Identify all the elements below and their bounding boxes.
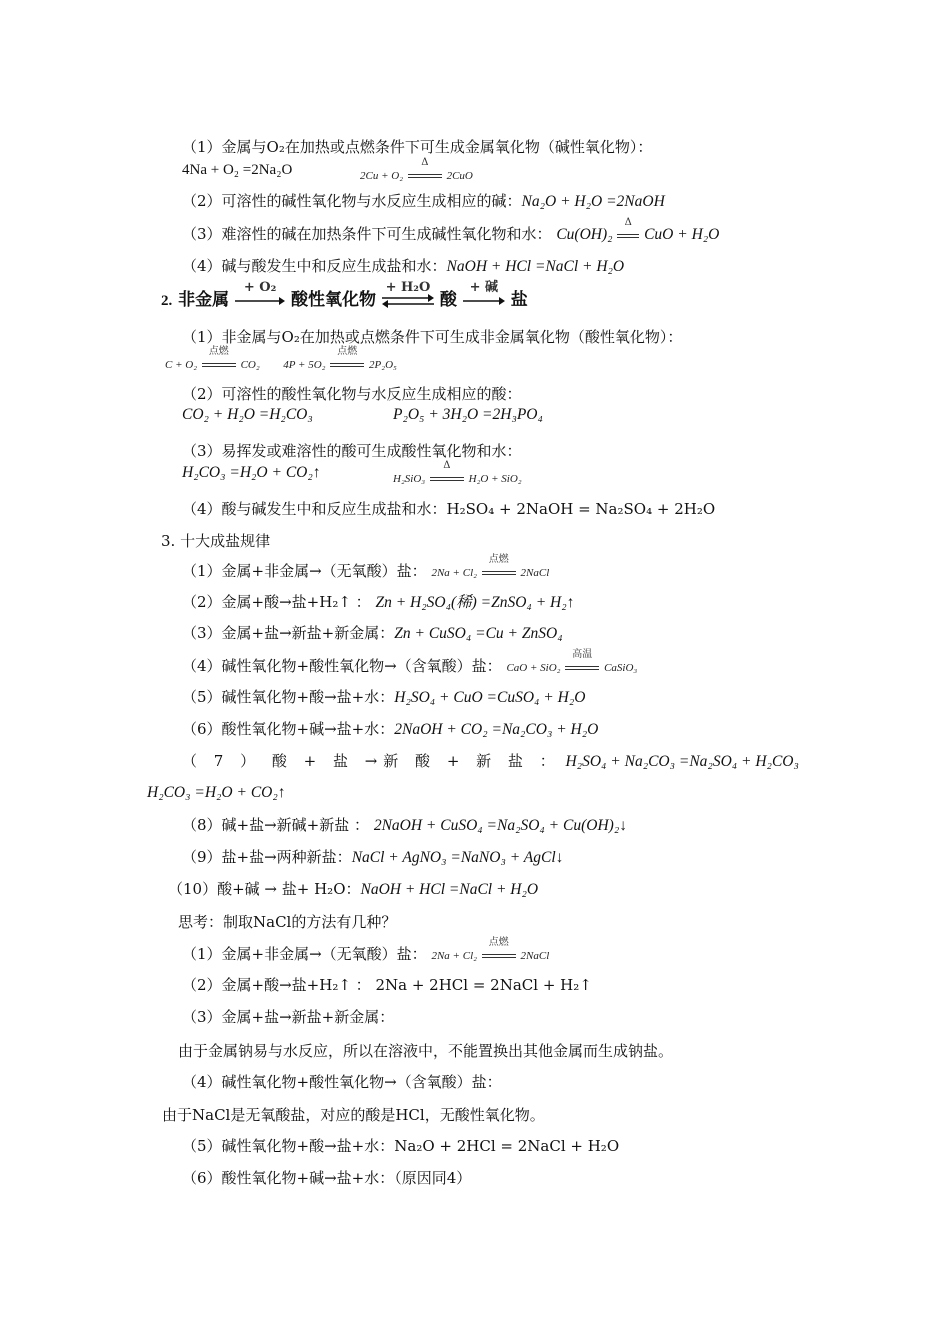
- s2-p3: （3）易挥发或难溶性的酸可生成酸性氧化物和水：: [182, 442, 522, 460]
- think-t3-note: 由于金属钠易与水反应，所以在溶液中，不能置换出其他金属而生成钠盐。: [178, 1042, 674, 1060]
- think-question: 思考：制取NaCl的方法有几种？: [178, 913, 397, 931]
- s1-p1-eq2: 2Cu + O₂ Δ 2CuO: [360, 157, 473, 182]
- s3-r9: （9）盐+盐→两种新盐：NaCl + AgNO₃ =NaNO₃ + AgCl↓: [182, 848, 564, 866]
- s1-p4: （4）碱与酸发生中和反应生成盐和水：NaOH + HCl =NaCl + H₂O: [182, 257, 625, 275]
- s2-p4: （4）酸与碱发生中和反应生成盐和水：H₂SO₄ + 2NaOH = Na₂SO₄ + 2H₂O: [182, 500, 716, 518]
- s3-r5: （5）碱性氧化物+酸→盐+水：H₂SO₄ + CuO =CuSO₄ + H₂O: [182, 688, 586, 706]
- s3-title: 3. 十大成盐规律: [161, 532, 271, 550]
- arrow-o2: + O₂: [235, 288, 285, 314]
- s2-p1: （1）非金属与O₂在加热或点燃条件下可生成非金属氧化物（酸性氧化物）：: [182, 328, 683, 346]
- s1-p3: （3）难溶性的碱在加热条件下可生成碱性氧化物和水： Cu(OH)₂ Δ CuO + H₂O: [182, 217, 720, 243]
- node-salt: 盐: [510, 290, 528, 310]
- s3-r1: （1）金属+非金属→（无氧酸）盐： 2Na + Cl₂ 点燃 2NaCl: [182, 554, 550, 580]
- node-acid: 酸: [439, 290, 457, 310]
- think-t6: （6）酸性氧化物+碱→盐+水：（原因同4）: [182, 1169, 472, 1187]
- node-nonmetal: 非金属: [178, 290, 230, 310]
- think-t4-note: 由于NaCl是无氧酸盐，对应的酸是HCl，无酸性氧化物。: [162, 1106, 545, 1124]
- think-t2: （2）金属+酸→盐+H₂↑ ： 2Na + 2HCl = 2NaCl + H₂↑: [182, 976, 592, 994]
- s2-p1-eqs: C + O₂ 点燃 CO₂ 4P + 5O₂ 点燃 2P₂O₅: [165, 346, 397, 371]
- s3-r6: （6）酸性氧化物+碱→盐+水：2NaOH + CO₂ =Na₂CO₃ + H₂O: [182, 720, 599, 738]
- s2-p2: （2）可溶性的酸性氧化物与水反应生成相应的酸：: [182, 385, 522, 403]
- s2-p2-eq1: CO₂ + H₂O =H₂CO₃: [182, 406, 313, 423]
- s1-p4-eq: NaOH + HCl =NaCl + H₂O: [446, 258, 625, 275]
- s1-p1: （1）金属与O₂在加热或点燃条件下可生成金属氧化物（碱性氧化物）：: [182, 138, 653, 156]
- s1-p2: （2）可溶性的碱性氧化物与水反应生成相应的碱：Na₂O + H₂O =2NaOH: [182, 192, 665, 210]
- s2-header: 2. 非金属 + O₂ 酸性氧化物 + H₂O 酸 + 碱 盐: [161, 287, 528, 314]
- s2-p2-eq2: P₂O₅ + 3H₂O =2H₃PO₄: [393, 406, 543, 423]
- arrow-base: + 碱: [463, 288, 505, 314]
- s3-r4: （4）碱性氧化物+酸性氧化物→（含氧酸）盐： CaO + SiO₂ 高温 CaSiO₃: [182, 649, 638, 675]
- think-t3: （3）金属+盐→新盐+新金属：: [182, 1008, 395, 1026]
- s3-r2: （2）金属+酸→盐+H₂↑ ： Zn + H₂SO₄(稀) =ZnSO₄ + H₂↑: [182, 593, 575, 611]
- s3-r7: （ 7 ） 酸 + 盐 →新 酸 + 新 盐 ： H₂SO₄ + Na₂CO₃ =Na₂SO₄ + H₂CO₃: [182, 752, 799, 770]
- s2-p3-eq2: H₂SiO₃ Δ H₂O + SiO₂: [393, 460, 522, 485]
- s3-r7-eq2: H₂CO₃ =H₂O + CO₂↑: [147, 784, 286, 801]
- think-t4: （4）碱性氧化物+酸性氧化物→（含氧酸）盐：: [182, 1073, 502, 1091]
- think-t1: （1）金属+非金属→（无氧酸）盐： 2Na + Cl₂ 点燃 2NaCl: [182, 937, 550, 963]
- think-t5: （5）碱性氧化物+酸→盐+水：Na₂O + 2HCl = 2NaCl + H₂O: [182, 1137, 620, 1155]
- s1-p2-eq: Na₂O + H₂O =2NaOH: [521, 193, 665, 210]
- s1-p1-eq1: 4Na + O₂ =2Na₂O: [182, 162, 293, 178]
- node-acid-oxide: 酸性氧化物: [291, 290, 377, 310]
- s2-p3-eq1: H₂CO₃ =H₂O + CO₂↑: [182, 464, 321, 481]
- arrow-h2o: + H₂O: [382, 288, 434, 314]
- s3-r10: （10）酸+碱 → 盐+ H₂O：NaOH + HCl =NaCl + H₂O: [168, 880, 539, 898]
- s3-r8: （8）碱+盐→新碱+新盐 ： 2NaOH + CuSO₄ =Na₂SO₄ + Cu(OH)₂↓: [182, 816, 627, 834]
- s3-r3: （3）金属+盐→新盐+新金属：Zn + CuSO₄ =Cu + ZnSO₄: [182, 624, 563, 642]
